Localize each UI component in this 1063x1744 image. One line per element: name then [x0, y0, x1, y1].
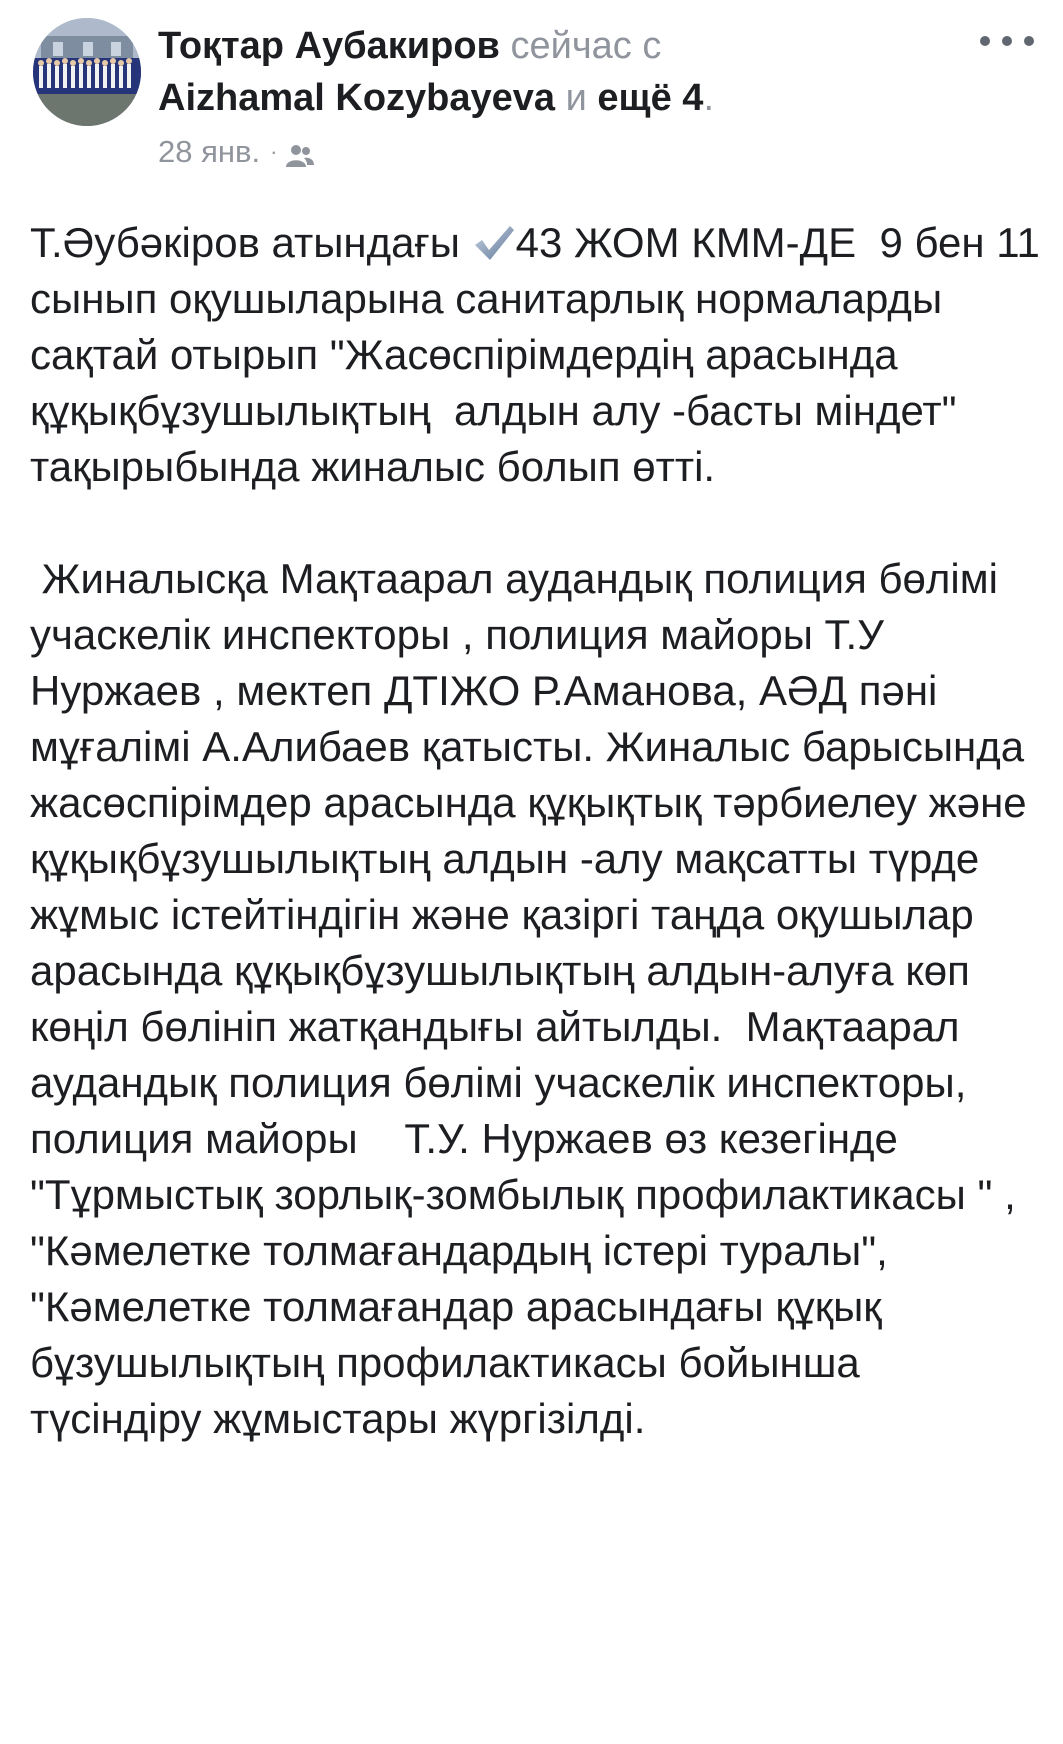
author-name-link[interactable]: Тоқтар Аубакиров: [158, 25, 500, 67]
group-photo-image: [33, 18, 141, 126]
post-date-link[interactable]: 28 янв.: [158, 134, 261, 169]
with-text: сейчас с: [510, 25, 662, 67]
ellipsis-dot: [980, 36, 990, 46]
co-author-link[interactable]: Aizhamal Kozybayeva: [158, 77, 556, 119]
post-meta: [158, 132, 315, 172]
paragraph-1-rest: 43 ЖОМ КММ-ДЕ 9 бен 11 сынып оқушыларына санитарлық нормаларды сақтай отырып "Жасөспірімдердің арасында құқықбұзушылықтың алдын алу -басты міндет" тақырыбында жиналыс болып өтті.: [30, 219, 1052, 490]
post-paragraph-2: Жиналысқа Мақтаарал аудандық полиция бөлімі учаскелік инспекторы , полиция майоры Т.У Нуржаев , мектеп ДТІЖО Р.Аманова, АӘД пәні мұғалімі А.Алибаев қатысты. Жиналыс барысында жасөспірімдер арасында құқықтық тәрбиелеу және құқықбұзушылықтың алдын -алу мақсатты түрде жұмыс істейтіндігін және қазіргі таңда оқушылар арасында құқықбұзушылықтың алдын-алуға көп көңіл бөлініп жатқандығы айтылды. Мақтаарал аудандық полиция бөлімі учаскелік инспекторы, полиция майоры Т.У. Нуржаев өз кезегінде "Тұрмыстық зорлық-зомбылық профилактикасы " , "Кәмелетке толмағандардың істері туралы", "Кәмелетке толмағандар арасындағы құқық бұзушылықтың профилактикасы бойынша түсіндіру жұмыстары жүргізілді.: [30, 555, 1040, 1442]
and-text: и: [565, 77, 587, 119]
period-text: .: [703, 77, 715, 119]
ellipsis-icon[interactable]: [980, 26, 1034, 56]
meta-separator: ·: [270, 139, 278, 164]
ellipsis-dot: [1024, 36, 1034, 46]
ellipsis-dot: [1002, 36, 1012, 46]
post-header: [30, 12, 1040, 202]
check-mark-icon: [472, 221, 516, 261]
author-line: [158, 20, 978, 124]
paragraph-1-start: Т.Әубәкіров атындағы: [30, 219, 472, 266]
more-people-link[interactable]: ещё 4: [597, 77, 704, 119]
friends-icon[interactable]: [285, 139, 315, 165]
author-avatar[interactable]: [33, 18, 141, 126]
post-paragraph-1: [30, 215, 1052, 495]
post-body: [30, 215, 1052, 1447]
